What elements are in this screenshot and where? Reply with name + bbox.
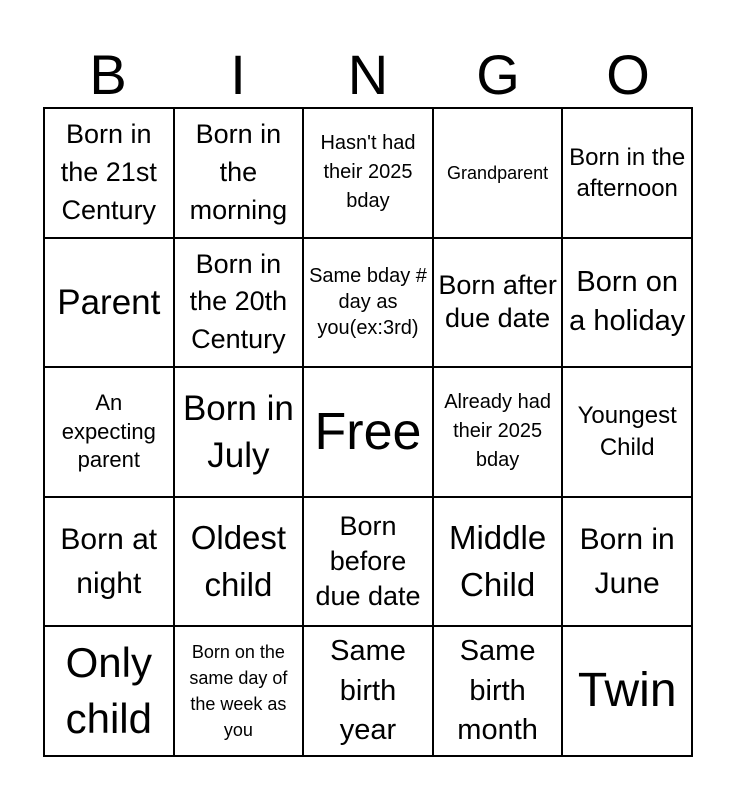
cell-text: Born in the 21st Century [60,119,157,225]
bingo-cell[interactable] [562,497,692,627]
bingo-cell[interactable] [44,367,174,497]
cell-text: An expecting parent [61,390,156,473]
cell-text: Born in the morning [189,119,288,225]
header-letter-b: B [89,43,127,106]
header-letter-i: I [230,43,246,106]
cell-text: Born before due date [315,510,421,612]
bingo-cell[interactable] [174,497,304,627]
bingo-cell[interactable] [433,108,563,238]
cell-text: Already had their 2025 bday [444,391,551,472]
cell-text: Grandparent [447,162,549,183]
bingo-cell[interactable] [303,367,433,497]
cell-text: Born in the afternoon [569,143,686,202]
cell-text: Youngest Child [577,401,677,461]
bingo-cell[interactable] [303,238,433,368]
cell-text: Same birth year [330,635,406,746]
cell-text: Only child [65,638,152,743]
cell-text: Born after due date [438,269,557,334]
cell-text: Born in June [579,523,675,600]
bingo-cell[interactable] [174,238,304,368]
cell-text: Born on a holiday [569,266,686,338]
header-letter-n: N [347,43,389,106]
cell-text: Oldest child [190,519,287,603]
bingo-cell[interactable] [303,626,433,756]
cell-text: Free [314,402,422,461]
bingo-cell[interactable] [433,367,563,497]
bingo-header [43,44,693,106]
bingo-cell[interactable] [433,497,563,627]
cell-text: Middle Child [448,519,547,603]
bingo-cell[interactable] [433,238,563,368]
bingo-cell[interactable] [433,626,563,756]
bingo-cell[interactable] [44,497,174,627]
cell-text: Born on the same day of the week as you [189,642,288,741]
cell-text: Twin [577,664,677,718]
bingo-cell[interactable] [174,367,304,497]
cell-text: Born in July [182,388,294,475]
cell-text: Same birth month [457,635,538,746]
bingo-cell[interactable] [562,626,692,756]
bingo-cell[interactable] [303,497,433,627]
bingo-cell[interactable] [174,108,304,238]
bingo-cell[interactable] [562,367,692,497]
bingo-cell[interactable] [562,238,692,368]
bingo-cell[interactable] [44,108,174,238]
bingo-cell[interactable] [562,108,692,238]
bingo-cell[interactable] [44,626,174,756]
header-letter-g: G [476,43,520,106]
bingo-cell[interactable] [44,238,174,368]
cell-text: Born at night [60,523,158,600]
bingo-grid [43,107,693,757]
cell-text: Hasn't had their 2025 bday [320,132,416,213]
header-letter-o: O [606,43,650,106]
cell-text: Same bday # day as you(ex:3rd) [309,265,427,340]
cell-text: Born in the 20th Century [189,248,288,355]
bingo-cell[interactable] [174,626,304,756]
bingo-cell[interactable] [303,108,433,238]
cell-text: Parent [57,282,161,322]
